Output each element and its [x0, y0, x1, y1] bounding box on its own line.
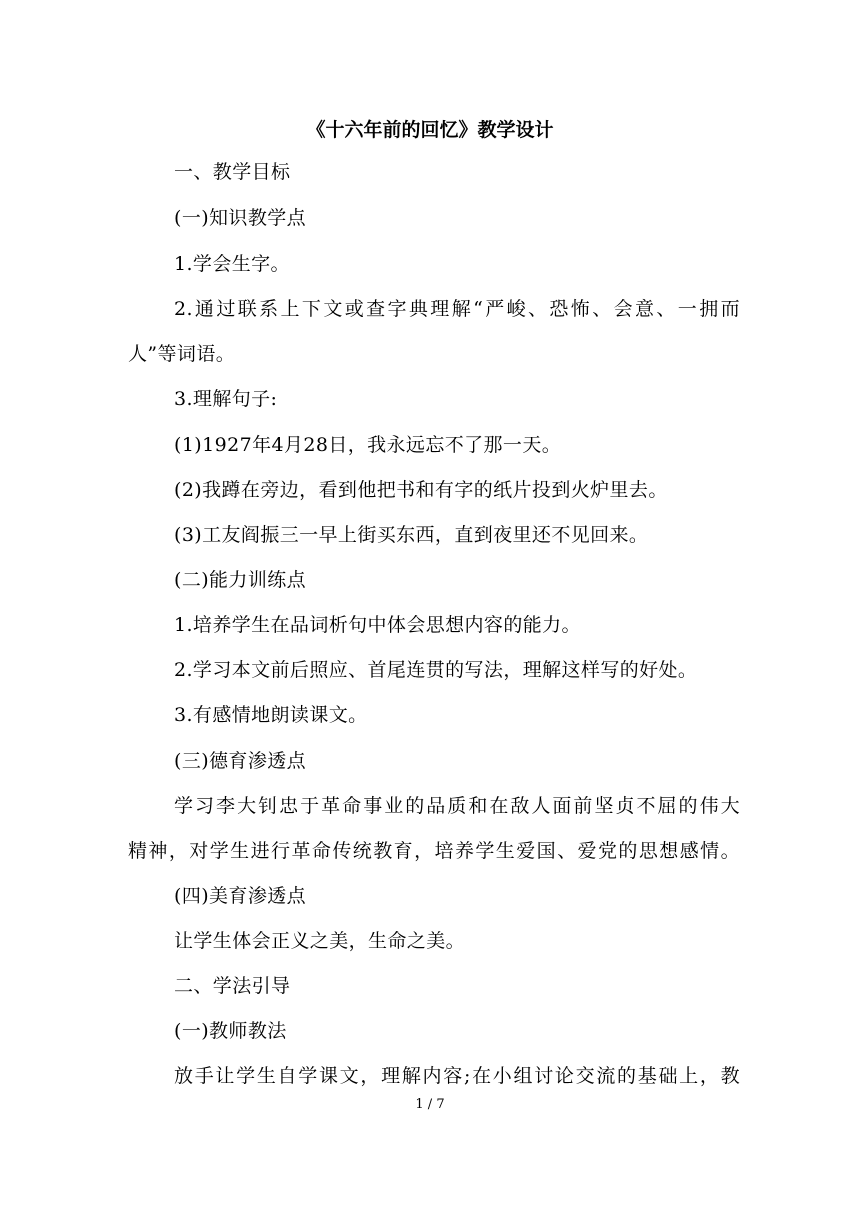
list-item: 2.学习本文前后照应、首尾连贯的写法，理解这样写的好处。	[174, 659, 698, 681]
list-item: 3.有感情地朗读课文。	[174, 704, 368, 726]
paragraph-line: 精神，对学生进行革命传统教育，培养学生爱国、爱党的思想感情。	[128, 840, 740, 862]
subheading-knowledge: (一)知识教学点	[174, 207, 307, 229]
subheading-ability: (二)能力训练点	[174, 569, 307, 591]
paragraph-line: 学习李大钊忠于革命事业的品质和在敌人面前坚贞不屈的伟大	[174, 795, 740, 817]
list-item: 3.理解句子:	[174, 388, 278, 410]
subheading-teaching: (一)教师教法	[174, 1020, 287, 1042]
document-title: 《十六年前的回忆》教学设计	[306, 119, 554, 141]
sentence-item: (2)我蹲在旁边，看到他把书和有字的纸片投到火炉里去。	[174, 479, 668, 501]
list-item: 1.培养学生在品词析句中体会思想内容的能力。	[174, 614, 581, 636]
section-heading-method: 二、学法引导	[174, 975, 291, 997]
paragraph-line: 让学生体会正义之美，生命之美。	[174, 930, 466, 952]
subheading-aesthetic: (四)美育渗透点	[174, 885, 307, 907]
list-item: 2.通过联系上下文或查字典理解“严峻、恐怖、会意、一拥而	[174, 298, 740, 320]
list-item-continuation: 人”等词语。	[128, 343, 236, 365]
sentence-item: (1)1927年4月28日，我永远忘不了那一天。	[174, 434, 562, 456]
subheading-moral: (三)德育渗透点	[174, 750, 307, 772]
list-item: 1.学会生字。	[174, 253, 290, 275]
sentence-item: (3)工友阎振三一早上街买东西，直到夜里还不见回来。	[174, 524, 649, 546]
paragraph-line: 放手让学生自学课文，理解内容;在小组讨论交流的基础上，教	[174, 1065, 740, 1087]
section-heading-objectives: 一、教学目标	[174, 161, 291, 183]
page-number: 1 / 7	[415, 1097, 445, 1112]
